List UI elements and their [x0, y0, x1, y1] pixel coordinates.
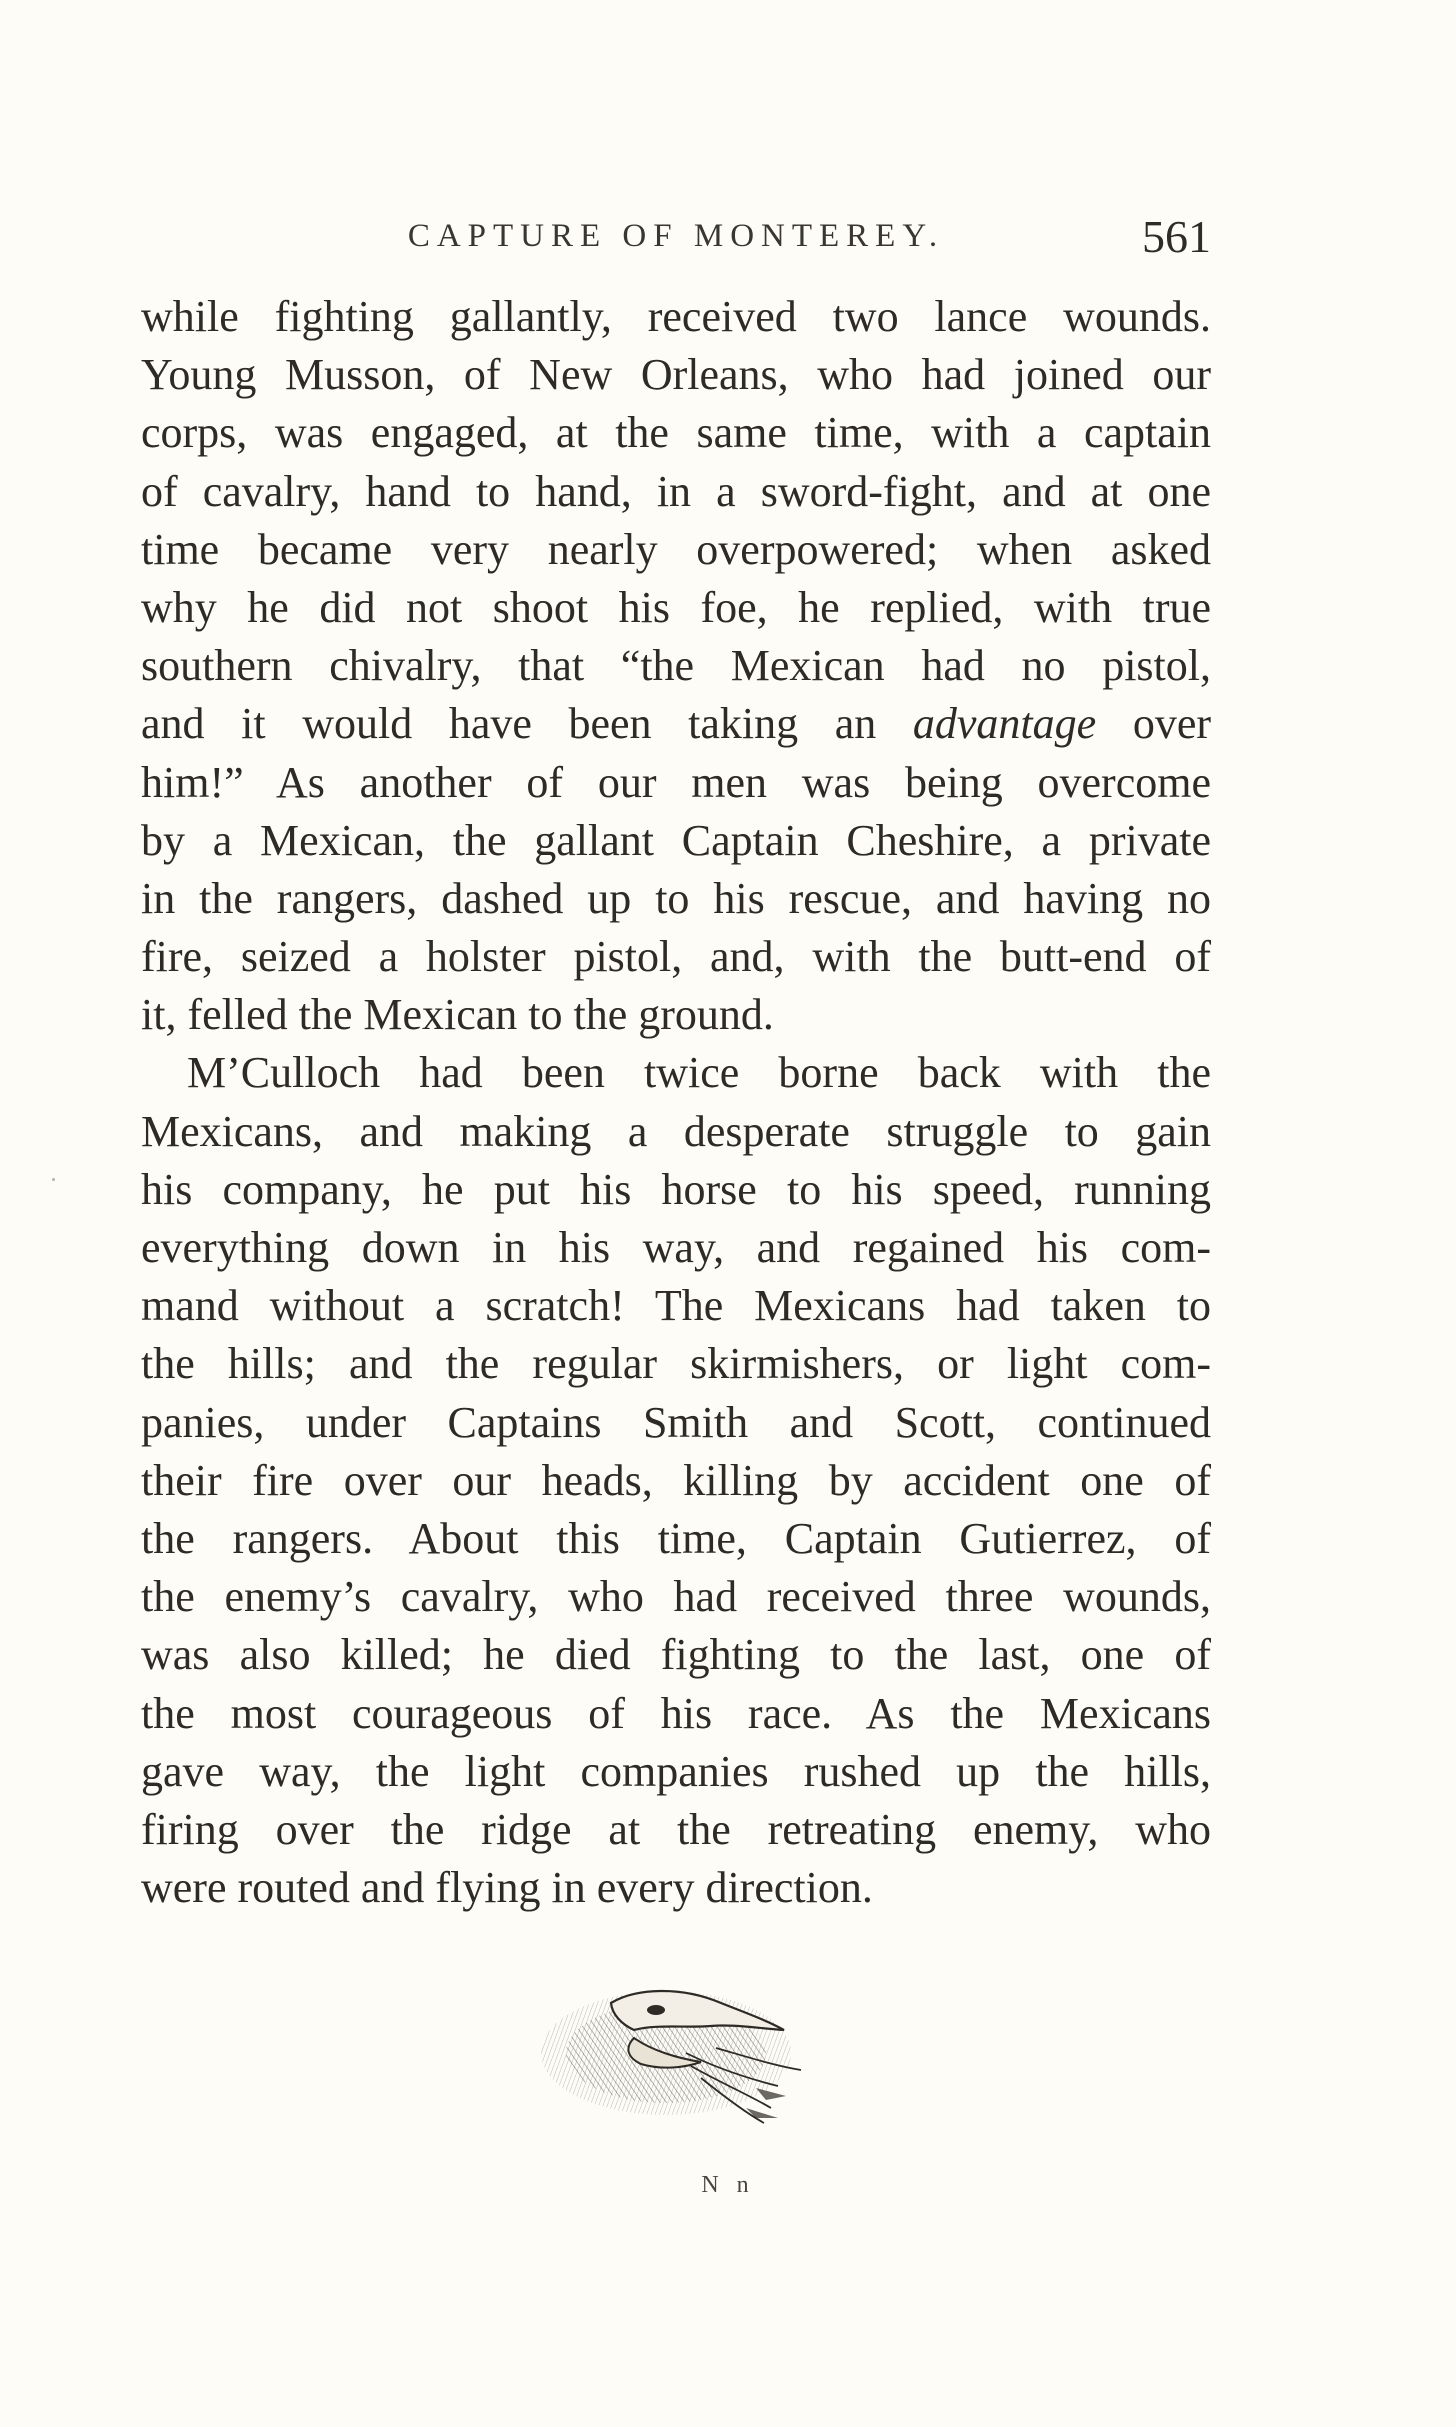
page-number: 561 — [1142, 211, 1211, 262]
text-line: M’Culloch had been twice borne back with the — [187, 1048, 1211, 1098]
text-line: his company, he put his horse to his speed, running — [141, 1164, 1211, 1214]
text-line: mand without a scratch! The Mexicans had taken to — [141, 1281, 1211, 1331]
text-line: firing over the ridge at the retreating enemy, who — [141, 1804, 1211, 1854]
body-text — [141, 288, 1211, 1917]
running-title: CAPTURE OF MONTEREY. — [407, 218, 945, 254]
text-line: panies, under Captains Smith and Scott, continued — [141, 1397, 1211, 1447]
text-line: Mexicans, and making a desperate struggle to gain — [141, 1106, 1211, 1156]
text-line: Young Musson, of New Orleans, who had joined our — [141, 350, 1211, 400]
text-line: why he did not shoot his foe, he replied, with true — [141, 582, 1211, 632]
paper-speck — [52, 1178, 55, 1181]
running-head — [141, 210, 1211, 270]
text-line: of cavalry, hand to hand, in a sword-fight, and at one — [141, 466, 1211, 516]
text-line: everything down in his way, and regained his com- — [141, 1223, 1211, 1272]
text-segment: over — [1096, 699, 1211, 749]
paragraph-2 — [141, 1044, 1211, 1917]
eagle-head-vignette — [516, 1958, 846, 2148]
text-line: time became very nearly overpowered; when asked — [141, 524, 1211, 574]
text-line: was also killed; he died fighting to the last, one of — [141, 1630, 1211, 1680]
italic-emphasis: advantage — [912, 699, 1097, 749]
text-line: the enemy’s cavalry, who had received three wounds, — [141, 1572, 1211, 1622]
paragraph-1 — [141, 288, 1211, 1044]
text-line: their fire over our heads, killing by accident one of — [141, 1455, 1211, 1505]
text-line: in the rangers, dashed up to his rescue, and having no — [141, 873, 1211, 923]
text-line: by a Mexican, the gallant Captain Cheshire, a private — [141, 815, 1211, 865]
text-line: the rangers. About this time, Captain Gutierrez, of — [141, 1513, 1211, 1563]
text-segment: and it would have been taking an — [141, 699, 913, 749]
text-line: while fighting gallantly, received two lance wounds. — [141, 292, 1211, 341]
text-line: the hills; and the regular skirmishers, or light com- — [141, 1339, 1211, 1389]
text-line: were routed and flying in every direction. — [141, 1863, 873, 1913]
text-line: corps, was engaged, at the same time, with a captain — [141, 408, 1211, 458]
text-line: southern chivalry, that “the Mexican had no pistol, — [141, 641, 1211, 691]
text-line: gave way, the light companies rushed up the hills, — [141, 1746, 1211, 1796]
text-line-with-italic — [141, 695, 1211, 753]
text-line: it, felled the Mexican to the ground. — [141, 990, 774, 1040]
signature-mark: N n — [701, 2172, 755, 2198]
text-line: fire, seized a holster pistol, and, with the butt-end of — [141, 932, 1211, 982]
text-line: the most courageous of his race. As the Mexicans — [141, 1688, 1211, 1738]
text-line: him!” As another of our men was being overcome — [141, 757, 1211, 807]
